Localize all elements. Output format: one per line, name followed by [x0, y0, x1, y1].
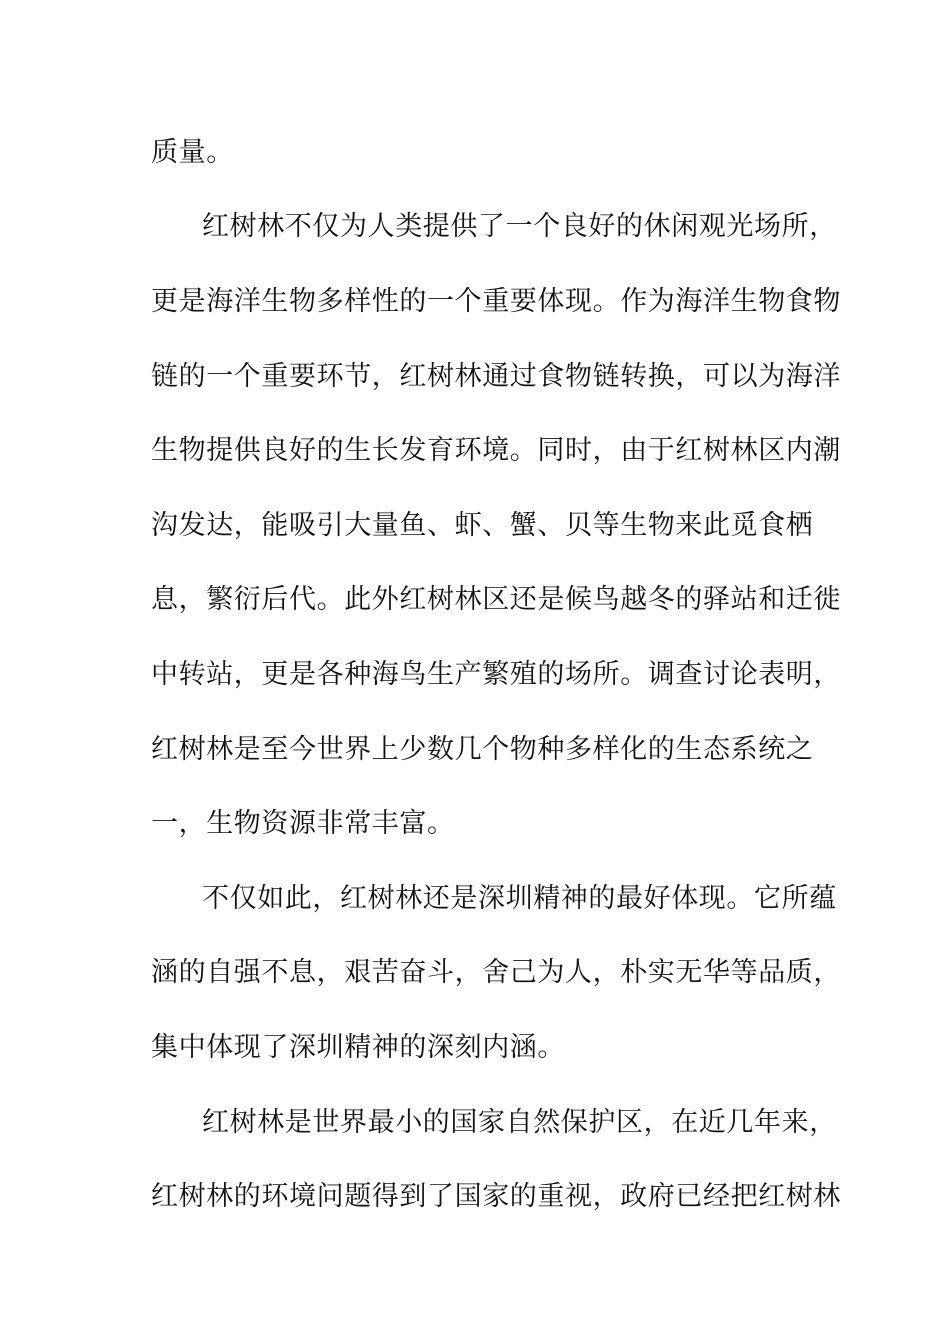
- text-line: 红树林是至今世界上少数几个物种多样化的生态系统之: [151, 734, 814, 765]
- text-line: 集中体现了深圳精神的深刻内涵。: [151, 1032, 565, 1063]
- text-line: 质量。: [151, 137, 234, 168]
- text-line: 生物提供良好的生长发育环境。同时，由于红树林区内潮: [151, 435, 841, 466]
- paragraph-first-line: 红树林是世界最小的国家自然保护区，在近几年来，: [202, 1107, 837, 1138]
- text-line: 息，繁衍后代。此外红树林区还是候鸟越冬的驿站和迁徙: [151, 584, 841, 615]
- text-line: 中转站，更是各种海鸟生产繁殖的场所。调查讨论表明，: [151, 659, 841, 690]
- text-line: 链的一个重要环节，红树林通过食物链转换，可以为海洋: [151, 361, 841, 392]
- paragraph-first-line: 不仅如此，红树林还是深圳精神的最好体现。它所蕴: [202, 883, 837, 914]
- text-line: 更是海洋生物多样性的一个重要体现。作为海洋生物食物: [151, 286, 841, 317]
- text-line: 沟发达，能吸引大量鱼、虾、蟹、贝等生物来此觅食栖: [151, 510, 814, 541]
- text-line: 涵的自强不息，艰苦奋斗，舍己为人，朴实无华等品质，: [151, 957, 841, 988]
- text-line: 红树林的环境问题得到了国家的重视，政府已经把红树林: [151, 1181, 841, 1212]
- text-line: 一，生物资源非常丰富。: [151, 808, 455, 839]
- paragraph-first-line: 红树林不仅为人类提供了一个良好的休闲观光场所，: [202, 211, 837, 242]
